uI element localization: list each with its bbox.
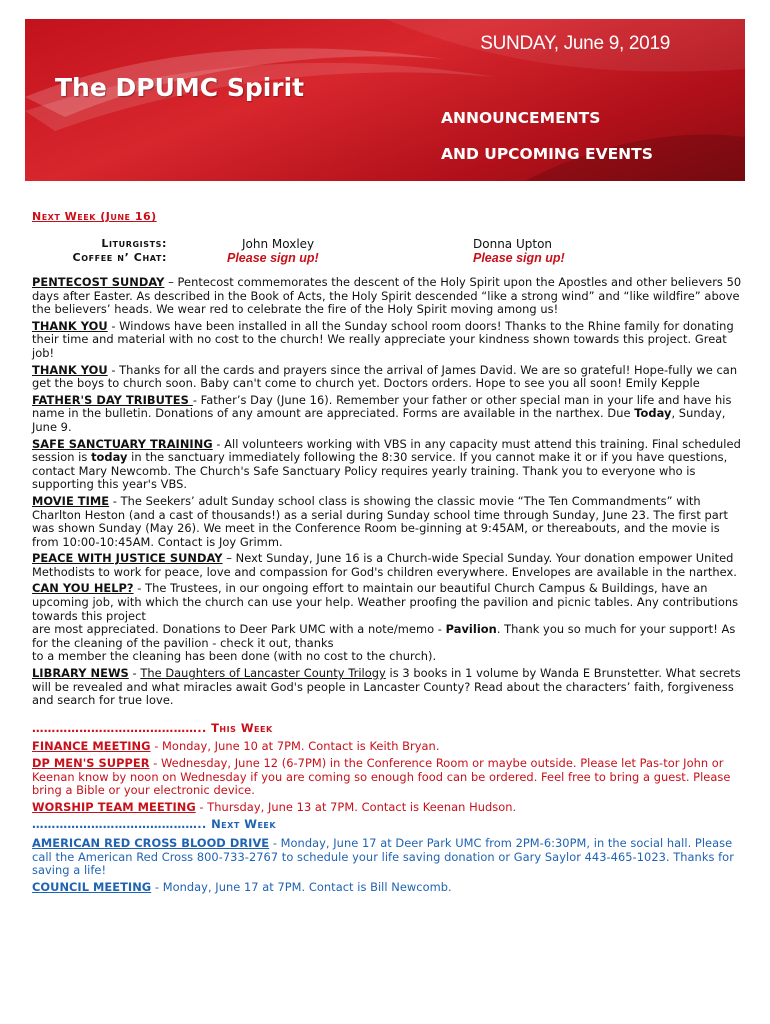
newsletter-title: The DPUMC Spirit: [55, 73, 305, 102]
event-text: - Wednesday, June 12 (6-7PM) in the Conference Room or maybe outside. Please let Pas-tor John or Keenan know by noon on Wednesday if you are coming so enough food can be ordered. Feel free to bring a guest. Please bring a Bible or your electronic device.: [32, 756, 731, 798]
event-text: - Monday, June 17 at 7PM. Contact is Bill Newcomb.: [151, 879, 452, 894]
next-week-heading: Next Week (June 16): [32, 210, 157, 223]
next-week-events-heading: Next Week: [211, 817, 277, 832]
announcement-text: -: [128, 666, 141, 681]
coffee-signup-1: Please sign up!: [227, 251, 319, 265]
announcement-emphasis: Pavilion: [445, 622, 497, 637]
announcement-heading: MOVIE TIME: [32, 493, 110, 508]
roles-table: [32, 237, 744, 269]
announcement-text: - All volunteers working with VBS in any capacity must attend this training. Final scheduled session is: [32, 436, 741, 465]
event-heading: DP MEN'S SUPPER: [32, 756, 150, 770]
event-heading: WORSHIP TEAM MEETING: [32, 799, 196, 814]
announcement-safe-sanctuary: [32, 438, 744, 492]
coffee-signup-2: Please sign up!: [473, 251, 565, 265]
announcement-pentecost: [32, 276, 744, 317]
announcement-text: - Windows have been installed in all the Sunday school room doors! Thanks to the Rhine family for donating their time and material with no cost to the church! We really appreciate your kindness shown towards this project. Great job!: [32, 318, 734, 360]
event-heading: FINANCE MEETING: [32, 739, 151, 754]
divider-dots: ……………………………………..: [32, 720, 207, 735]
event-text: - Monday, June 10 at 7PM. Contact is Keith Bryan.: [150, 739, 440, 754]
this-week-heading: This Week: [211, 720, 273, 735]
announcement-peace-justice: [32, 552, 744, 579]
announcement-text: . Thank you so much for your support! As for the cleaning of the pavilion - check it out, thanks: [32, 622, 736, 650]
announcement-heading: SAFE SANCTUARY TRAINING: [32, 436, 213, 451]
announcement-fathers-day: [32, 394, 744, 435]
coffee-chat-label: Coffee n’ Chat:: [72, 251, 167, 264]
event-council-meeting: [32, 881, 744, 895]
announcement-thank-you-cards: [32, 364, 744, 391]
book-title: The Daughters of Lancaster County Trilogy: [140, 666, 386, 681]
this-week-divider: [32, 722, 744, 736]
divider-dots: ……………………………………..: [32, 817, 207, 832]
announcement-emphasis: Today: [634, 406, 672, 421]
announcement-text: - Thanks for all the cards and prayers since the arrival of James David. We are so grateful! Hope-fully we can get the boys to church soon. Baby can't come to church yet. Doctors orders. Hope to see you all soon! Emily Kepple: [32, 362, 738, 391]
announcement-heading: PEACE WITH JUSTICE SUNDAY: [32, 551, 223, 566]
event-heading: COUNCIL MEETING: [32, 879, 152, 894]
liturgist-2: Donna Upton: [473, 237, 553, 251]
announcement-emphasis: today: [91, 450, 128, 465]
event-worship-team: [32, 801, 744, 815]
newsletter-banner: [25, 19, 745, 181]
announcement-heading: LIBRARY NEWS: [32, 666, 129, 681]
announcement-text: – Pentecost commemorates the descent of the Holy Spirit upon the Apostles and other believers 50 days after Easter. As described in the Book of Acts, the Holy Spirit descended “like a strong wind” and “like wildfire” above the believers’ heads. We wear red to celebrate the fire of the Holy Spirit moving among us!: [32, 275, 742, 317]
announcement-heading: THANK YOU: [32, 318, 108, 333]
banner-subtitle-announcements: ANNOUNCEMENTS: [441, 109, 601, 127]
event-mens-supper: [32, 757, 744, 798]
announcement-can-you-help: [32, 582, 744, 664]
announcements-section: [32, 276, 744, 897]
event-heading: AMERICAN RED CROSS BLOOD DRIVE: [32, 835, 270, 850]
announcement-text: - The Trustees, in our ongoing effort to maintain our beautiful Church Campus & Buildings, have an upcoming job, with which the church can use your help. Weather proofing the pavilion and picnic tables. Any contributions towards this project: [32, 581, 739, 623]
announcement-text: is 3 books in 1 volume by Wanda E Brunstetter. What secrets will be revealed and what miracles await God's people in Lancaster County? Read about the characters’ faith, forgiveness and search for true love.: [32, 666, 741, 708]
announcement-movie-time: [32, 495, 744, 549]
announcement-thank-you-windows: [32, 320, 744, 361]
event-finance-meeting: [32, 740, 744, 754]
announcement-text: to a member the cleaning has been done (with no cost to the church).: [32, 649, 437, 664]
announcement-heading: FATHER'S DAY TRIBUTES: [32, 392, 193, 407]
announcement-text: – Next Sunday, June 16 is a Church-wide Special Sunday. Your donation empower United Methodists to work for peace, love and compassion for God's children everywhere. Envelopes are available in the narthex.: [32, 551, 737, 579]
event-blood-drive: [32, 837, 744, 878]
liturgist-1: John Moxley: [242, 237, 315, 251]
event-text: - Monday, June 17 at Deer Park UMC from 2PM-6:30PM, in the social hall. Please call the American Red Cross 800-733-2767 to schedule your life saving donation or Gary Saylor 443-465-1023. Thanks for saving a life!: [32, 835, 734, 878]
announcement-heading: CAN YOU HELP?: [32, 581, 134, 596]
next-week-divider: [32, 818, 744, 832]
issue-date: SUNDAY, June 9, 2019: [480, 33, 670, 54]
announcement-text: - Father’s Day (June 16). Remember your father or other special man in your life and have his name in the bulletin. Donations of any amount are appreciated. Forms are available in the narthex. Due: [32, 392, 732, 421]
liturgists-label: Liturgists:: [101, 237, 167, 250]
announcement-text: are most appreciated. Donations to Deer Park UMC with a note/memo -: [32, 622, 446, 637]
announcement-heading: PENTECOST SUNDAY: [32, 275, 165, 289]
announcement-text: - The Seekers’ adult Sunday school class is showing the classic movie “The Ten Commandments” with Charlton Heston (and a cast of thousands!) as a serial during Sunday school time through Sunday, June 23. The first part was shown Sunday (May 26). We meet in the Conference Room be-ginning at 9:45AM, or thereabouts, and the movie is from 10:00-10:45AM. Contact is Joy Grimm.: [32, 493, 729, 549]
announcement-library-news: [32, 667, 744, 708]
event-text: - Thursday, June 13 at 7PM. Contact is Keenan Hudson.: [195, 799, 517, 814]
announcement-heading: THANK YOU: [32, 362, 108, 377]
announcement-text: , Sunday, June 9.: [32, 406, 726, 434]
banner-subtitle-upcoming-events: AND UPCOMING EVENTS: [441, 145, 653, 163]
announcement-text: in the sanctuary immediately following the 8:30 service. If you cannot make it or if you have questions, contact Mary Newcomb. The Church's Safe Sanctuary Policy requires yearly training. Thank you to everyone who is supporting this year's VBS.: [32, 450, 728, 492]
